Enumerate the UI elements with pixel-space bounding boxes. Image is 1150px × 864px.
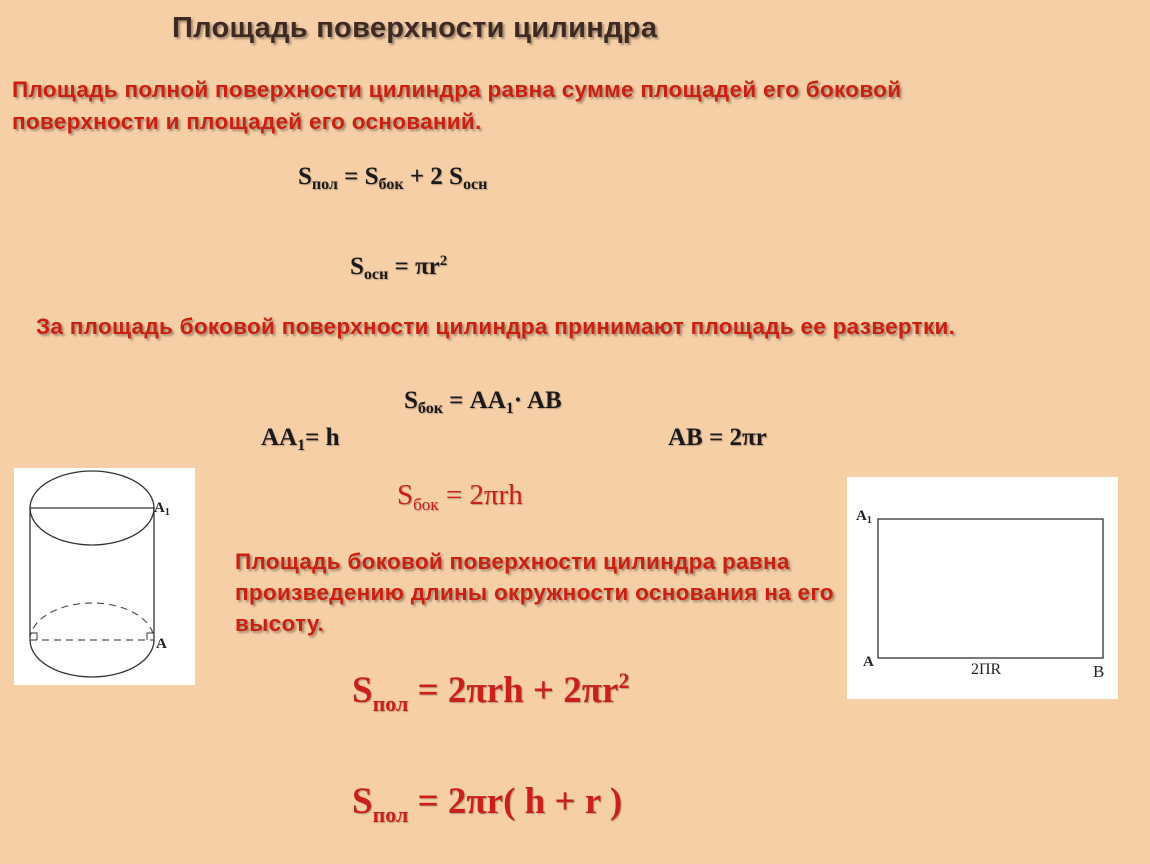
total-surface-definition: Площадь полной поверхности цилиндра равна сумме площадей его боковой поверхности и площадей его оснований. xyxy=(12,77,902,134)
formula-base-area: $S_{осн} = \pi r^2$ xyxy=(350,253,448,283)
right-angle-mark-right xyxy=(147,633,154,640)
bottom-base-back-arc xyxy=(30,603,154,640)
formula-circumference: AB = 2πr xyxy=(668,424,767,451)
formula-total-sum: $S_{пол} = S_{бок} + 2$ $S_{осн}$ xyxy=(298,163,488,193)
unrolled-rectangle xyxy=(878,519,1103,658)
cylinder-drawing xyxy=(14,468,195,685)
formula-total-factored: $S_{пол} = 2\pi r$( h + r ) xyxy=(352,781,623,827)
lateral-area-statement: Площадь боковой поверхности цилиндра равна произведению длины окружности основания на его высоту. xyxy=(235,549,834,636)
label-a-bottom-left: A xyxy=(863,654,874,670)
lateral-surface-definition: За площадь боковой поверхности цилиндра принимают площадь ее развертки. xyxy=(36,314,956,339)
label-a1-top: $A_1$ xyxy=(154,500,170,518)
unrolled-rectangle-drawing xyxy=(847,477,1118,699)
formula-lateral-area: $S_{бок} = 2\pi rh$ xyxy=(397,479,523,514)
bottom-base-front-arc xyxy=(30,640,154,677)
unrolled-surface-figure xyxy=(847,477,1118,699)
formula-total-full: $S_{пол} = 2\pi rh + 2\pi r^2$ xyxy=(352,668,630,716)
formula-lateral-product: $S_{бок} = AA_1\cdot$ AB xyxy=(404,387,562,417)
label-width-2pir: 2ПR xyxy=(971,661,1002,678)
label-a-bottom: A xyxy=(156,636,167,652)
label-b-bottom-right: B xyxy=(1093,662,1105,681)
page-title: Площадь поверхности цилиндра xyxy=(172,12,658,44)
cylinder-figure xyxy=(14,468,195,685)
formula-height: $AA_1= h$ xyxy=(261,424,340,454)
label-a1-top-left: $A_1$ xyxy=(856,508,872,526)
